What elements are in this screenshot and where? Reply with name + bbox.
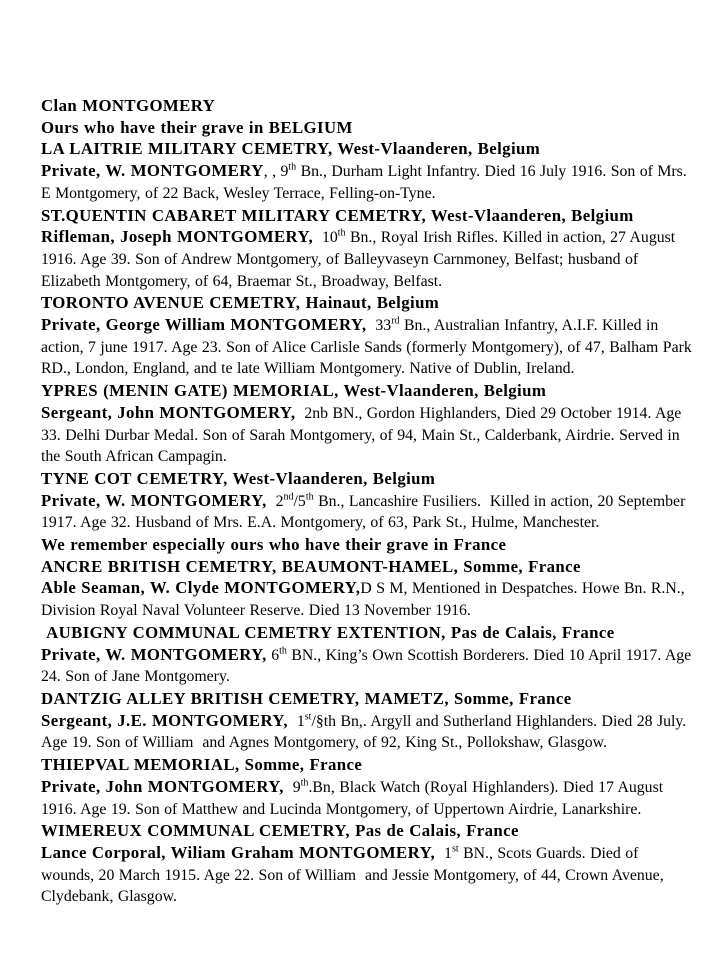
soldier-name: Private, John MONTGOMERY, xyxy=(41,776,284,796)
ordinal-superscript: st xyxy=(451,843,459,855)
cemetery-heading: YPRES (MENIN GATE) MEMORIAL, West-Vlaanderen, Belgium xyxy=(41,381,547,401)
ordinal-superscript: th xyxy=(288,161,297,173)
ordinal-superscript: rd xyxy=(391,315,400,327)
soldier-name: Private, George William MONTGOMERY, xyxy=(41,315,367,335)
cemetery-heading: LA LAITRIE MILITARY CEMETRY, West-Vlaanderen, Belgium xyxy=(41,139,541,159)
soldier-entry: Private, John MONTGOMERY, 9th.Bn, Black Watch (Royal Highlanders). Died 17 August 1916. Age 19. Son of Matthew and Lucinda Montgomery, of Uppertown Airdrie, Lanarkshire. xyxy=(41,776,668,818)
soldier-entry: Private, W. MONTGOMERY, 2nd/5th Bn., Lancashire Fusiliers. Killed in action, 20 September 1917. Age 32. Husband of Mrs. E.A. Montgomery, of 63, Park St., Hulme, Manchester. xyxy=(41,490,690,532)
soldier-name: Sergeant, J.E. MONTGOMERY, xyxy=(41,710,288,730)
cemetery-heading: ST.QUENTIN CABARET MILITARY CEMETRY, West-Vlaanderen, Belgium xyxy=(41,205,634,225)
soldier-entry: Sergeant, J.E. MONTGOMERY, 1st/§th Bn,. Argyll and Sutherland Highlanders. Died 28 July. Age 19. Son of William and Agnes Montgomery, of 92, King St., Pollokshaw, Glasgow. xyxy=(41,710,690,752)
ordinal-superscript: th xyxy=(305,491,314,503)
ordinal-superscript: th xyxy=(279,645,287,657)
section-header: Ours who have their grave in BELGIUM xyxy=(41,117,353,137)
soldier-name: Able Seaman, W. Clyde MONTGOMERY, xyxy=(41,578,361,598)
soldier-entry: Lance Corporal, Wiliam Graham MONTGOMERY, 1st BN., Scots Guards. Died of wounds, 20 March 1915. Age 22. Son of William and Jessie Montgomery, of 44, Crown Avenue, Clydebank, Glasgow. xyxy=(41,842,669,906)
document-title: Clan MONTGOMERY xyxy=(41,96,216,115)
soldier-name: Private, W. MONTGOMERY, xyxy=(41,644,267,664)
soldier-entry: Rifleman, Joseph MONTGOMERY, 10th Bn., Royal Irish Rifles. Killed in action, 27 August 1916. Age 39. Son of Andrew Montgomery, of Balleyvaseyn Carnmoney, Belfast; husband of Elizabeth Montgomery, of 64, Braemar St., Broadway, Belfast. xyxy=(41,227,680,290)
soldier-name: Private, W. MONTGOMERY xyxy=(41,161,264,181)
ordinal-superscript: st xyxy=(304,711,312,723)
soldier-name: Sergeant, John MONTGOMERY, xyxy=(41,402,296,422)
cemetery-heading: DANTZIG ALLEY BRITISH CEMETRY, MAMETZ, Somme, France xyxy=(41,688,572,708)
cemetery-heading: TORONTO AVENUE CEMETRY, Hainaut, Belgium xyxy=(41,293,440,313)
ordinal-superscript: nd xyxy=(283,491,294,503)
soldier-entry: Able Seaman, W. Clyde MONTGOMERY,D S M, Mentioned in Despatches. Howe Bn. R.N., Division Royal Naval Volunteer Reserve. Died 13 November 1916. xyxy=(41,578,690,620)
soldier-entry: Private, George William MONTGOMERY, 33rd Bn., Australian Infantry, A.I.F. Killed in action, 7 june 1917. Age 23. Son of Alice Carlisle Sands (formerly Montgomery), of 47, Balham Park RD., London, England, and te late William Montgomery. Native of Dublin, Ireland. xyxy=(41,315,697,378)
soldier-entry: Sergeant, John MONTGOMERY, 2nb BN., Gordon Highlanders, Died 29 October 1914. Age 33. Delhi Durbar Medal. Son of Sarah Montgomery, of 94, Main St., Calderbank, Airdrie. Served in the South African Campagin. xyxy=(41,402,686,466)
section-header: We remember especially ours who have their grave in France xyxy=(41,535,507,555)
cemetery-heading: WIMEREUX COMMUNAL CEMETRY, Pas de Calais, France xyxy=(41,821,519,841)
soldier-name: Rifleman, Joseph MONTGOMERY, xyxy=(41,227,314,247)
soldier-entry: Private, W. MONTGOMERY, 6th BN., King’s Own Scottish Borderers. Died 10 April 1917. Age 24. Son of Jane Montgomery. xyxy=(41,644,696,686)
ordinal-superscript: th xyxy=(300,777,309,789)
soldier-name: Lance Corporal, Wiliam Graham MONTGOMERY, xyxy=(41,842,436,862)
soldier-name: Private, W. MONTGOMERY, xyxy=(41,490,267,510)
soldier-entry: Private, W. MONTGOMERY, , 9th Bn., Durham Light Infantry. Died 16 July 1916. Son of Mrs. E Montgomery, of 22 Back, Wesley Terrace, Felling-on-Tyne. xyxy=(41,161,692,202)
cemetery-heading: AUBIGNY COMMUNAL CEMETRY EXTENTION, Pas de Calais, France xyxy=(41,622,615,642)
cemetery-heading: TYNE COT CEMETRY, West-Vlaanderen, Belgium xyxy=(41,468,436,488)
cemetery-heading: THIEPVAL MEMORIAL, Somme, France xyxy=(41,755,363,775)
ordinal-superscript: th xyxy=(337,227,346,239)
cemetery-heading: ANCRE BRITISH CEMETRY, BEAUMONT-HAMEL, Somme, France xyxy=(41,556,581,576)
